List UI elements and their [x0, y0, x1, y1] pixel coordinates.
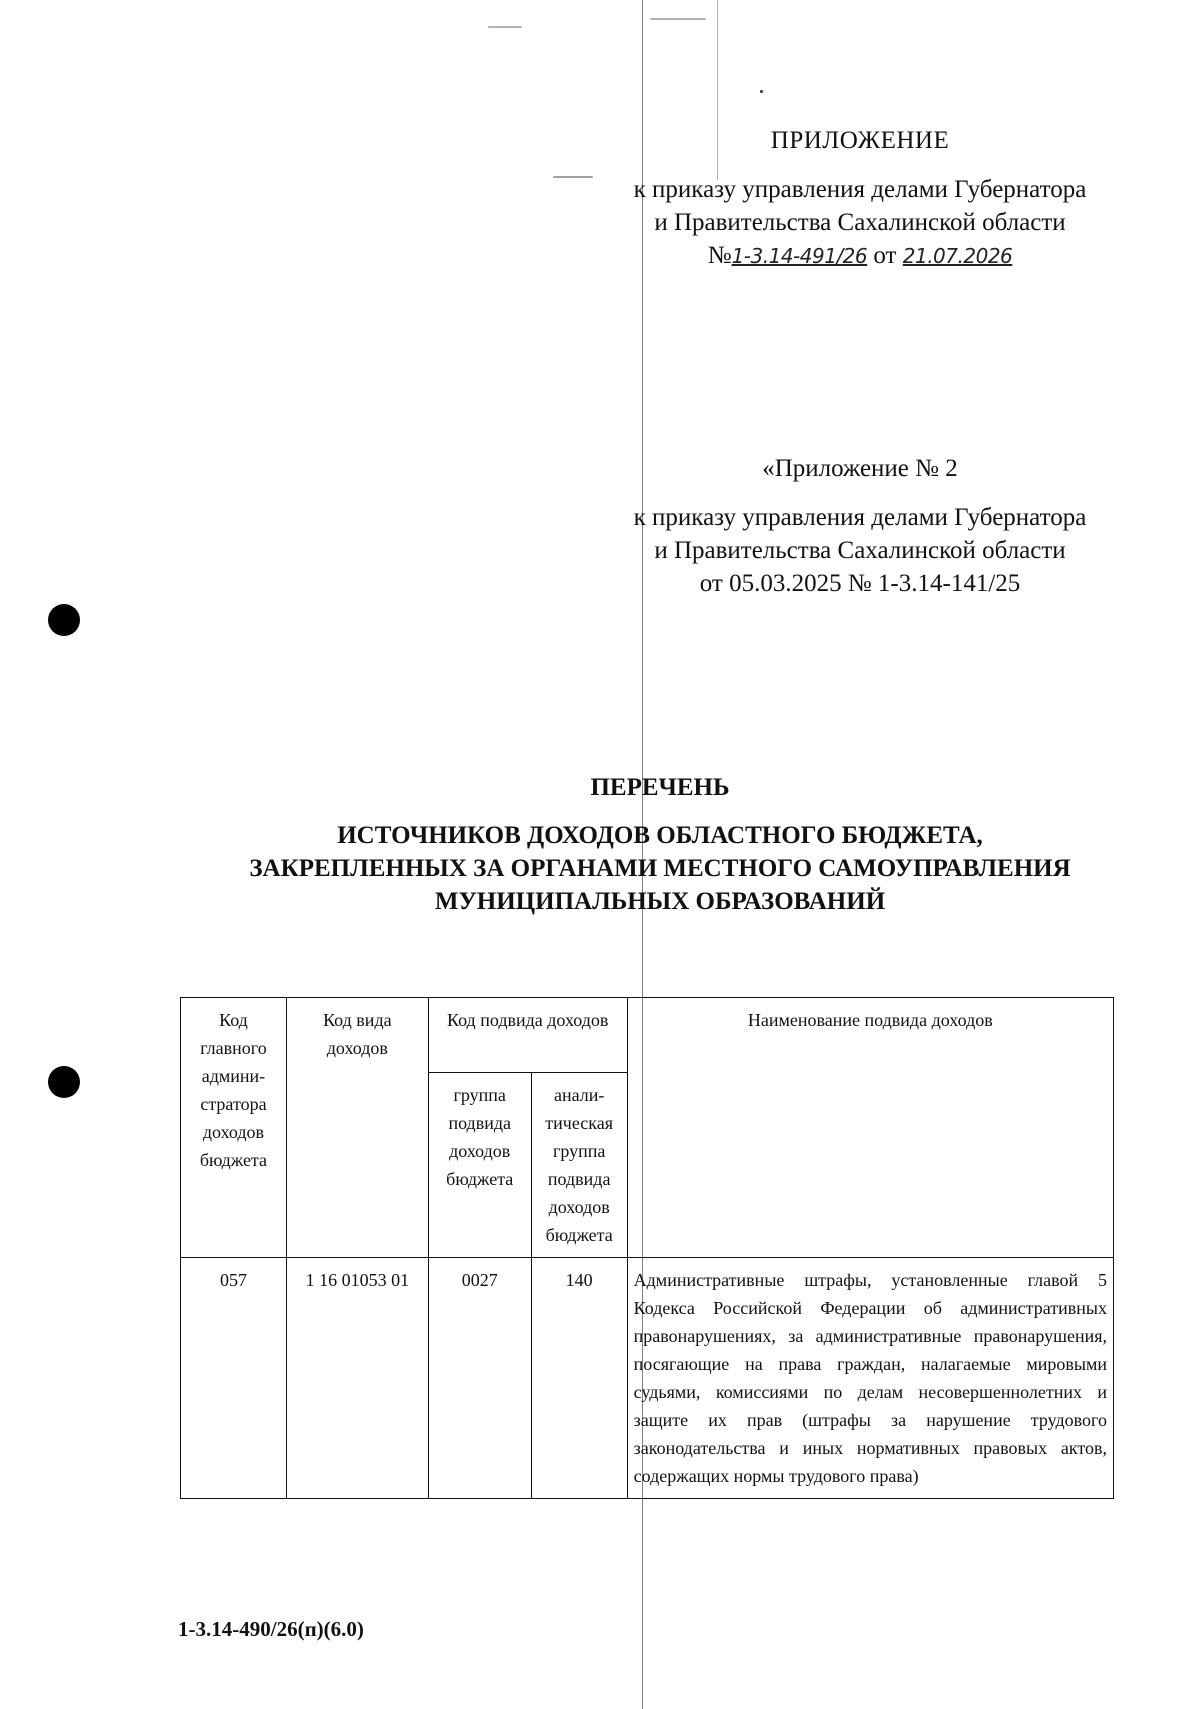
cell-subtype-name: Административные штрафы, установленные главой 5 Кодекса Российской Федерации об административных правонарушениях, за административные правонарушения, посягающие на права граждан, налагаемые мировыми судьями, комиссиями по делам несовершеннолетних и защите их прав (штрафы за нарушение трудового законодательства и иных нормативных правовых актов, содержащих нормы трудового права): [627, 1258, 1113, 1499]
heading-line: ЗАКРЕПЛЕННЫХ ЗА ОРГАНАМИ МЕСТНОГО САМОУПРАВЛЕНИЯ: [249, 855, 1071, 882]
appendix2-title: «Приложение № 2: [762, 455, 958, 482]
cell-subtype-group: 0027: [428, 1258, 531, 1499]
handwritten-date: 21.07.2026: [902, 244, 1013, 268]
scan-speck: [650, 18, 706, 20]
header-income-type-code: Код вида доходов: [286, 998, 428, 1258]
header-subtype-code: Код подвида доходов: [428, 998, 627, 1073]
appendix2-line: к приказу управления делами Губернатора: [633, 504, 1087, 531]
scan-speck: [488, 26, 522, 28]
header-subtype-group: группа подвида доходов бюджета: [428, 1073, 531, 1258]
table-header-row: [181, 998, 1114, 1073]
cell-income-type-code: 1 16 01053 01: [286, 1258, 428, 1499]
table-row: [181, 1258, 1114, 1499]
punch-hole: [48, 1066, 80, 1098]
handwritten-number: 1-3.14-491/26: [731, 244, 868, 268]
heading-title: ПЕРЕЧЕНЬ: [590, 774, 730, 801]
header-subtype-name: Наименование подвида доходов: [627, 998, 1113, 1258]
appendix-line: к приказу управления делами Губернатора: [633, 176, 1087, 203]
heading-line: МУНИЦИПАЛЬНЫХ ОБРАЗОВАНИЙ: [434, 888, 886, 915]
date-prefix: от: [873, 242, 897, 269]
appendix-number-line: [560, 239, 1160, 273]
header-admin-code: Код главного админи-стратора доходов бюджета: [181, 998, 287, 1258]
appendix2-line: и Правительства Сахалинской области: [654, 537, 1066, 564]
punch-hole: [48, 604, 80, 636]
appendix-title: ПРИЛОЖЕНИЕ: [770, 127, 950, 154]
appendix-line: и Правительства Сахалинской области: [654, 209, 1066, 236]
number-prefix: №: [707, 242, 732, 269]
heading-line: ИСТОЧНИКОВ ДОХОДОВ ОБЛАСТНОГО БЮДЖЕТА,: [337, 822, 983, 849]
scan-speck: [760, 90, 763, 93]
header-analytic-group: анали-тическая группа подвида доходов бюджета: [531, 1073, 627, 1258]
appendix2-line: от 05.03.2025 № 1-3.14-141/25: [699, 570, 1021, 597]
appendix2-block: [560, 452, 1160, 600]
income-sources-table: [180, 997, 1114, 1499]
cell-admin-code: 057: [181, 1258, 287, 1499]
footer-doc-code: 1-3.14-490/26(п)(6.0): [178, 1617, 364, 1641]
cell-analytic-group: 140: [531, 1258, 627, 1499]
document-heading: [160, 772, 1160, 918]
appendix-block: [560, 124, 1160, 273]
